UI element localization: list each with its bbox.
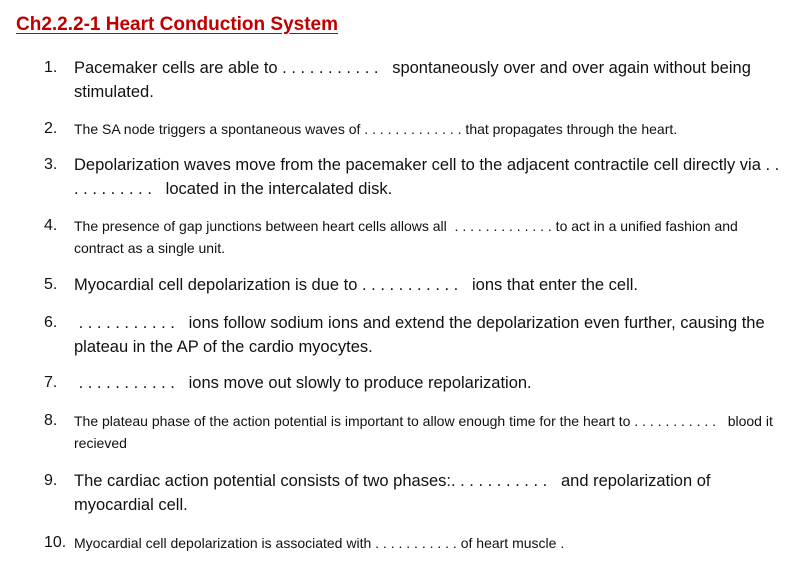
question-text: The plateau phase of the action potential is important to allow enough time for the heart to . . . . . . . . . . . blood it recieved bbox=[74, 413, 777, 451]
question-item bbox=[44, 531, 787, 555]
question-number: 5. bbox=[44, 276, 58, 293]
question-item bbox=[44, 469, 787, 517]
question-item bbox=[44, 371, 787, 395]
page-title: Ch2.2.2-1 Heart Conduction System bbox=[16, 14, 339, 35]
question-text: Myocardial cell depolarization is due to . . . . . . . . . . . ions that enter the cell. bbox=[74, 276, 639, 294]
question-number: 10. bbox=[44, 534, 67, 551]
question-number: 1. bbox=[44, 59, 58, 76]
question-number: 3. bbox=[44, 156, 58, 173]
question-item bbox=[44, 153, 787, 201]
question-item bbox=[44, 311, 787, 359]
question-item bbox=[44, 409, 787, 454]
question-text: Depolarization waves move from the pacemaker cell to the adjacent contractile cell directly via . . . . . . . . . . . located in the intercalated disk. bbox=[74, 156, 784, 198]
question-text: The cardiac action potential consists of two phases:. . . . . . . . . . . and repolarization of myocardial cell. bbox=[74, 472, 716, 514]
question-item bbox=[44, 273, 787, 297]
question-number: 9. bbox=[44, 472, 58, 489]
question-number: 4. bbox=[44, 217, 58, 234]
question-number: 6. bbox=[44, 314, 58, 331]
question-text: The SA node triggers a spontaneous waves of . . . . . . . . . . . . . that propagates through the heart. bbox=[74, 121, 678, 137]
question-number: 8. bbox=[44, 412, 58, 429]
question-text: . . . . . . . . . . . ions move out slowly to produce repolarization. bbox=[74, 374, 532, 392]
question-text: The presence of gap junctions between heart cells allows all . . . . . . . . . . . . . to act in a unified fashion and contract as a single unit. bbox=[74, 218, 742, 256]
question-item bbox=[44, 117, 787, 141]
question-text: Myocardial cell depolarization is associated with . . . . . . . . . . . of heart muscle . bbox=[74, 535, 565, 551]
question-number: 2. bbox=[44, 120, 58, 137]
question-number: 7. bbox=[44, 374, 58, 391]
question-item bbox=[44, 56, 787, 104]
question-text: Pacemaker cells are able to . . . . . . . . . . . spontaneously over and over again without being stimulated. bbox=[74, 59, 756, 101]
question-item bbox=[44, 214, 787, 259]
question-text: . . . . . . . . . . . ions follow sodium ions and extend the depolarization even further, causing the plateau in the AP of the cardio myocytes. bbox=[74, 314, 770, 356]
